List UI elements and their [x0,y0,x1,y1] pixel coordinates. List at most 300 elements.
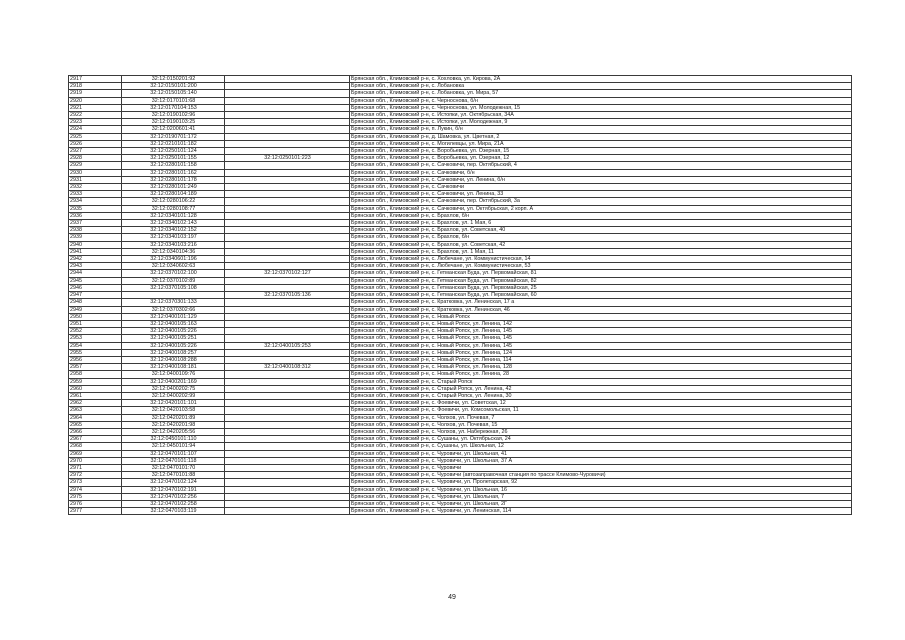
table-row [69,155,852,162]
cadastral-number-cell: 32:12:0340104:36 [122,248,225,255]
table-row [69,220,852,227]
address-cell: Брянская обл., Климовский р-н, с. Новый Ропск, ул. Ленина, 145 [350,328,852,335]
table-row [69,198,852,205]
row-number-cell: 2960 [69,385,122,392]
table-row [69,90,852,97]
address-cell: Брянская обл., Климовский р-н, с. Чуровичи [350,464,852,471]
cadastral-number-cell: 32:12:0340102:152 [122,227,225,234]
address-cell: Брянская обл., Климовский р-н, с. Фоевичи, ул. Советская, 12 [350,400,852,407]
address-cell: Брянская обл., Климовский р-н, с. Чолхов, ул. Почевая, 7 [350,414,852,421]
row-number-cell: 2964 [69,414,122,421]
cadastral-number-cell: 32:12:0250101:155 [122,155,225,162]
secondary-cadastral-number-cell [225,335,350,342]
secondary-cadastral-number-cell [225,184,350,191]
cadastral-number-cell: 32:12:0370301:133 [122,299,225,306]
address-cell: Брянская обл., Климовский р-н, с. Черноснова, ул. Молодежная, 15 [350,104,852,111]
cadastral-number-cell: 32:12:0400108:181 [122,364,225,371]
cadastral-number-cell: 32:12:0170101:68 [122,97,225,104]
secondary-cadastral-number-cell [225,457,350,464]
cadastral-number-cell: 32:12:0400201:169 [122,378,225,385]
row-number-cell: 2969 [69,450,122,457]
row-number-cell: 2968 [69,443,122,450]
cadastral-number-cell: 32:12:0150101:200 [122,83,225,90]
table-row [69,241,852,248]
address-cell: Брянская обл., Климовский р-н, с. Брахлов, ул. Советская, 42 [350,241,852,248]
address-cell: Брянская обл., Климовский р-н, с. Чуровичи, ул. Школьная, 16 [350,486,852,493]
row-number-cell: 2948 [69,299,122,306]
cadastral-number-cell: 32:12:0400105:251 [122,335,225,342]
cadastral-number-cell: 32:12:0280101:249 [122,184,225,191]
secondary-cadastral-number-cell [225,443,350,450]
table-row [69,349,852,356]
row-number-cell: 2956 [69,356,122,363]
secondary-cadastral-number-cell [225,472,350,479]
secondary-cadastral-number-cell [225,407,350,414]
row-number-cell: 2951 [69,320,122,327]
table-row [69,306,852,313]
address-cell: Брянская обл., Климовский р-н, с. Сачковичи, ул. Октябрьская, 2 корп. А [350,205,852,212]
table-row [69,126,852,133]
table-row [69,342,852,349]
table-row [69,112,852,119]
row-number-cell: 2927 [69,148,122,155]
table-row [69,97,852,104]
address-cell: Брянская обл., Климовский р-н, с. Сачковичи, пер. Октябрьский, 3а [350,198,852,205]
row-number-cell: 2921 [69,104,122,111]
address-cell: Брянская обл., Климовский р-н, с. Гетманская Буда, ул. Первомайская, 60 [350,292,852,299]
table-row [69,464,852,471]
cadastral-number-cell: 32:12:0470102:191 [122,486,225,493]
secondary-cadastral-number-cell [225,76,350,83]
row-number-cell: 2919 [69,90,122,97]
cadastral-number-cell: 32:12:0470101:70 [122,464,225,471]
cadastral-number-cell: 32:12:0280108:77 [122,205,225,212]
address-cell: Брянская обл., Климовский р-н, с. Чуровичи, ул. Школьная, 7 [350,493,852,500]
secondary-cadastral-number-cell [225,263,350,270]
table-row [69,335,852,342]
table-row [69,450,852,457]
table-row [69,508,852,515]
table-row [69,500,852,507]
row-number-cell: 2944 [69,270,122,277]
row-number-cell: 2923 [69,119,122,126]
secondary-cadastral-number-cell [225,198,350,205]
row-number-cell: 2928 [69,155,122,162]
address-cell: Брянская обл., Климовский р-н, с. Новый Ропск, ул. Ленина, 145 [350,342,852,349]
address-cell: Брянская обл., Климовский р-н, с. Любечане, ул. Коммунистическая, 14 [350,256,852,263]
address-cell: Брянская обл., Климовский р-н, с. Истопки, ул. Октябрьская, 34А [350,112,852,119]
secondary-cadastral-number-cell: 32:12:0370102:127 [225,270,350,277]
address-cell: Брянская обл., Климовский р-н, с. Воробьевка, ул. Озерная, 12 [350,155,852,162]
secondary-cadastral-number-cell [225,436,350,443]
address-cell: Брянская обл., Климовский р-н, с. Новый Ропск, ул. Ленина, 128 [350,364,852,371]
table-row [69,133,852,140]
address-cell: Брянская обл., Климовский р-н, с. Сачковичи, пер. Октябрьский, 4 [350,162,852,169]
cadastral-number-cell: 32:12:0340101:128 [122,212,225,219]
cadastral-number-cell: 32:12:0470102:256 [122,493,225,500]
row-number-cell: 2976 [69,500,122,507]
address-cell: Брянская обл., Климовский р-н, с. Сачковичи, ул. Ленина, 33 [350,191,852,198]
row-number-cell: 2926 [69,140,122,147]
cadastral-number-cell: 32:12:0250101:124 [122,148,225,155]
table-row [69,227,852,234]
secondary-cadastral-number-cell [225,162,350,169]
table-row [69,212,852,219]
secondary-cadastral-number-cell [225,140,350,147]
cadastral-number-cell: 32:12:0470102:258 [122,500,225,507]
secondary-cadastral-number-cell [225,148,350,155]
address-cell: Брянская обл., Климовский р-н, с. Новый Ропск, ул. Ленина, 124 [350,349,852,356]
cadastral-number-cell: 32:12:0420201:89 [122,414,225,421]
address-cell: Брянская обл., Климовский р-н, с. Новый Ропск, ул. Ленина, 28 [350,371,852,378]
address-cell: Брянская обл., Климовский р-н, с. Брахлов, ул. Советская, 40 [350,227,852,234]
cadastral-number-cell: 32:12:0400108:288 [122,356,225,363]
cadastral-number-cell: 32:12:0200601:41 [122,126,225,133]
cadastral-number-cell: 32:12:0280106:22 [122,198,225,205]
secondary-cadastral-number-cell [225,392,350,399]
row-number-cell: 2949 [69,306,122,313]
cadastral-number-cell: 32:12:0340602:63 [122,263,225,270]
row-number-cell: 2962 [69,400,122,407]
row-number-cell: 2936 [69,212,122,219]
cadastral-number-cell: 32:12:0370102:89 [122,277,225,284]
cadastral-number-cell: 32:12:0400105:226 [122,342,225,349]
table-row [69,184,852,191]
row-number-cell: 2935 [69,205,122,212]
table-row [69,313,852,320]
secondary-cadastral-number-cell [225,112,350,119]
table-row [69,493,852,500]
secondary-cadastral-number-cell [225,277,350,284]
cadastral-number-cell: 32:12:0150201:92 [122,76,225,83]
address-cell: Брянская обл., Климовский р-н, с. Чолхов, ул. Почевая, 15 [350,421,852,428]
cadastral-number-cell: 32:12:0470101:88 [122,472,225,479]
table-row [69,169,852,176]
secondary-cadastral-number-cell [225,119,350,126]
secondary-cadastral-number-cell [225,493,350,500]
row-number-cell: 2937 [69,220,122,227]
row-number-cell: 2918 [69,83,122,90]
secondary-cadastral-number-cell [225,97,350,104]
secondary-cadastral-number-cell: 32:12:0250101:223 [225,155,350,162]
secondary-cadastral-number-cell [225,500,350,507]
address-cell: Брянская обл., Климовский р-н, с. Кратковка, ул. Ленинская, 46 [350,306,852,313]
table-row [69,364,852,371]
secondary-cadastral-number-cell [225,191,350,198]
address-cell: Брянская обл., Климовский р-н, с. Чуровичи, ул. Школьная, 41 [350,450,852,457]
secondary-cadastral-number-cell [225,508,350,515]
address-cell: Брянская обл., Климовский р-н, с. Старый Ропск [350,378,852,385]
address-cell: Брянская обл., Климовский р-н, с. Гетманская Буда, ул. Первомайская, 25 [350,284,852,291]
cadastral-number-cell: 32:12:0450101:110 [122,436,225,443]
row-number-cell: 2934 [69,198,122,205]
row-number-cell: 2970 [69,457,122,464]
row-number-cell: 2954 [69,342,122,349]
cadastral-number-cell: 32:12:0420205:56 [122,428,225,435]
cadastral-number-cell: 32:12:0470103:119 [122,508,225,515]
table-row [69,104,852,111]
cadastral-number-cell: 32:12:0340103:216 [122,241,225,248]
table-row [69,400,852,407]
address-cell: Брянская обл., Климовский р-н, с. Хохловка, ул. Кирова, 2А [350,76,852,83]
row-number-cell: 2957 [69,364,122,371]
secondary-cadastral-number-cell [225,104,350,111]
secondary-cadastral-number-cell [225,83,350,90]
cadastral-number-cell: 32:12:0280104:189 [122,191,225,198]
cadastral-number-cell: 32:12:0280101:178 [122,176,225,183]
cadastral-number-cell: 32:12:0190103:25 [122,119,225,126]
secondary-cadastral-number-cell [225,421,350,428]
address-cell: Брянская обл., Климовский р-н, с. Гетманская Буда, ул. Первомайская, 81 [350,270,852,277]
table-row [69,428,852,435]
row-number-cell: 2932 [69,184,122,191]
table-row [69,234,852,241]
row-number-cell: 2971 [69,464,122,471]
table-row [69,421,852,428]
row-number-cell: 2974 [69,486,122,493]
row-number-cell: 2939 [69,234,122,241]
row-number-cell: 2942 [69,256,122,263]
table-row [69,479,852,486]
row-number-cell: 2924 [69,126,122,133]
row-number-cell: 2922 [69,112,122,119]
cadastral-number-cell: 32:12:0340103:197 [122,234,225,241]
secondary-cadastral-number-cell [225,464,350,471]
cadastral-number-cell: 32:12:0470101:118 [122,457,225,464]
row-number-cell: 2941 [69,248,122,255]
row-number-cell: 2973 [69,479,122,486]
table-row [69,385,852,392]
secondary-cadastral-number-cell [225,349,350,356]
row-number-cell: 2958 [69,371,122,378]
address-cell: Брянская обл., Климовский р-н, с. Чуровичи, ул. Ленинская, 114 [350,508,852,515]
cadastral-number-cell: 32:12:0400202:75 [122,385,225,392]
table-row [69,328,852,335]
address-cell: Брянская обл., Климовский р-н, с. Новый Ропск, ул. Ленина, 114 [350,356,852,363]
secondary-cadastral-number-cell [225,227,350,234]
row-number-cell: 2933 [69,191,122,198]
secondary-cadastral-number-cell [225,450,350,457]
cadastral-number-cell: 32:12:0280101:162 [122,169,225,176]
cadastral-number-cell: 32:12:0340102:143 [122,220,225,227]
address-cell: Брянская обл., Климовский р-н, с. Лобановка, ул. Мира, 57 [350,90,852,97]
address-cell: Брянская обл., Климовский р-н, с. Чуровичи, ул. Школьная, 37 А [350,457,852,464]
row-number-cell: 2930 [69,169,122,176]
cadastral-number-cell: 32:12:0420103:58 [122,407,225,414]
cadastral-number-cell: 32:12:0420101:101 [122,400,225,407]
cadastral-number-cell: 32:12:0400101:129 [122,313,225,320]
table-row [69,263,852,270]
secondary-cadastral-number-cell [225,220,350,227]
row-number-cell: 2972 [69,472,122,479]
address-cell: Брянская обл., Климовский р-н, с. Новый Ропск, ул. Ленина, 142 [350,320,852,327]
row-number-cell: 2977 [69,508,122,515]
table-row [69,414,852,421]
row-number-cell: 2943 [69,263,122,270]
cadastral-number-cell: 32:12:0150105:140 [122,90,225,97]
secondary-cadastral-number-cell [225,205,350,212]
cadastral-number-cell: 32:12:0450101:94 [122,443,225,450]
cadastral-number-cell: 32:12:0370102:100 [122,270,225,277]
cadastral-number-cell: 32:12:0190701:172 [122,133,225,140]
secondary-cadastral-number-cell: 32:12:0370105:136 [225,292,350,299]
row-number-cell: 2925 [69,133,122,140]
address-cell: Брянская обл., Климовский р-н, с. Сушаны, ул. Школьная, 12 [350,443,852,450]
address-cell: Брянская обл., Климовский р-н, с. Кратковка, ул. Ленинская, 17 а [350,299,852,306]
table-row [69,443,852,450]
table-row [69,277,852,284]
address-cell: Брянская обл., Климовский р-н, с. Истопки, ул. Молодежная, 9 [350,119,852,126]
table-row [69,284,852,291]
secondary-cadastral-number-cell [225,486,350,493]
table-row [69,299,852,306]
property-register-table [68,75,852,515]
address-cell: Брянская обл., Климовский р-н, с. Новый Ропск, ул. Ленина, 145 [350,335,852,342]
address-cell: Брянская обл., Климовский р-н, с. Сачковичи, ул. Ленина, б/н [350,176,852,183]
secondary-cadastral-number-cell [225,313,350,320]
table-row [69,176,852,183]
table-row [69,356,852,363]
cadastral-number-cell: 32:12:0340601:196 [122,256,225,263]
secondary-cadastral-number-cell [225,414,350,421]
cadastral-number-cell: 32:12:0470101:107 [122,450,225,457]
secondary-cadastral-number-cell [225,169,350,176]
address-cell: Брянская обл., Климовский р-н, д. Шамовка, ул. Цветная, 2 [350,133,852,140]
table-row [69,270,852,277]
register-table-body [69,76,852,515]
row-number-cell: 2975 [69,493,122,500]
table-row [69,191,852,198]
table-row [69,140,852,147]
table-row [69,436,852,443]
cadastral-number-cell: 32:12:0370302:66 [122,306,225,313]
address-cell: Брянская обл., Климовский р-н, с. Брахлов, б/н [350,234,852,241]
secondary-cadastral-number-cell [225,126,350,133]
table-row [69,486,852,493]
secondary-cadastral-number-cell: 32:12:0400108:312 [225,364,350,371]
address-cell: Брянская обл., Климовский р-н, с. Чуровичи, ул. Школьная, 2Г [350,500,852,507]
cadastral-number-cell: 32:12:0170104:153 [122,104,225,111]
row-number-cell: 2920 [69,97,122,104]
table-row [69,162,852,169]
address-cell: Брянская обл., Климовский р-н, с. Сачковичи, б/н [350,169,852,176]
table-row [69,119,852,126]
table-row [69,407,852,414]
cadastral-number-cell: 32:12:0400109:76 [122,371,225,378]
cadastral-number-cell: 32:12:0190102:96 [122,112,225,119]
cadastral-number-cell: 32:12:0400108:257 [122,349,225,356]
secondary-cadastral-number-cell [225,356,350,363]
address-cell: Брянская обл., Климовский р-н, с. Брахлов, б/н [350,212,852,219]
secondary-cadastral-number-cell [225,90,350,97]
secondary-cadastral-number-cell [225,385,350,392]
table-row [69,457,852,464]
row-number-cell: 2938 [69,227,122,234]
row-number-cell: 2959 [69,378,122,385]
table-row [69,378,852,385]
cadastral-number-cell: 32:12:0210101:182 [122,140,225,147]
row-number-cell: 2952 [69,328,122,335]
secondary-cadastral-number-cell [225,284,350,291]
secondary-cadastral-number-cell [225,428,350,435]
row-number-cell: 2961 [69,392,122,399]
table-row [69,248,852,255]
cadastral-number-cell: 32:12:0400105:226 [122,328,225,335]
cadastral-number-cell: 32:12:0280101:158 [122,162,225,169]
address-cell: Брянская обл., Климовский р-н, с. Чуровичи (автозаправочная станция по трассе Климово-Чуровичи) [350,472,852,479]
secondary-cadastral-number-cell [225,133,350,140]
table-row [69,371,852,378]
row-number-cell: 2931 [69,176,122,183]
row-number-cell: 2946 [69,284,122,291]
row-number-cell: 2965 [69,421,122,428]
address-cell: Брянская обл., Климовский р-н, с. Черноснова, б/н [350,97,852,104]
table-row [69,472,852,479]
address-cell: Брянская обл., Климовский р-н, п. Лукин, б/н [350,126,852,133]
secondary-cadastral-number-cell [225,256,350,263]
address-cell: Брянская обл., Климовский р-н, с. Могилевцы, ул. Мира, 21А [350,140,852,147]
table-row [69,148,852,155]
table-row [69,292,852,299]
cadastral-number-cell [122,292,225,299]
address-cell: Брянская обл., Климовский р-н, с. Лобановка [350,83,852,90]
secondary-cadastral-number-cell [225,176,350,183]
cadastral-number-cell: 32:12:0470102:124 [122,479,225,486]
secondary-cadastral-number-cell [225,378,350,385]
table-row [69,83,852,90]
cadastral-number-cell: 32:12:0370105:108 [122,284,225,291]
secondary-cadastral-number-cell [225,212,350,219]
table-row [69,76,852,83]
secondary-cadastral-number-cell [225,234,350,241]
row-number-cell: 2953 [69,335,122,342]
row-number-cell: 2967 [69,436,122,443]
table-row [69,320,852,327]
table-row [69,392,852,399]
secondary-cadastral-number-cell [225,328,350,335]
address-cell: Брянская обл., Климовский р-н, с. Старый Ропск, ул. Ленина, 30 [350,392,852,399]
address-cell: Брянская обл., Климовский р-н, с. Сачковичи [350,184,852,191]
cadastral-number-cell: 32:12:0420201:98 [122,421,225,428]
row-number-cell: 2963 [69,407,122,414]
address-cell: Брянская обл., Климовский р-н, с. Воробьевка, ул. Озерная, 15 [350,148,852,155]
secondary-cadastral-number-cell [225,479,350,486]
row-number-cell: 2955 [69,349,122,356]
page-number: 49 [448,594,456,601]
secondary-cadastral-number-cell [225,320,350,327]
cadastral-number-cell: 32:12:0400105:163 [122,320,225,327]
address-cell: Брянская обл., Климовский р-н, с. Брахлов, ул. 1 Мая, 11 [350,248,852,255]
secondary-cadastral-number-cell [225,371,350,378]
secondary-cadastral-number-cell [225,306,350,313]
row-number-cell: 2940 [69,241,122,248]
address-cell: Брянская обл., Климовский р-н, с. Гетманская Буда, ул. Первомайская, 82 [350,277,852,284]
row-number-cell: 2917 [69,76,122,83]
secondary-cadastral-number-cell [225,299,350,306]
row-number-cell: 2966 [69,428,122,435]
table-row [69,205,852,212]
row-number-cell: 2929 [69,162,122,169]
address-cell: Брянская обл., Климовский р-н, с. Фоевичи, ул. Комсомольская, 11 [350,407,852,414]
address-cell: Брянская обл., Климовский р-н, с. Чуровичи, ул. Пролетарская, 92 [350,479,852,486]
address-cell: Брянская обл., Климовский р-н, с. Брахлов, ул. 1 Мая, 6 [350,220,852,227]
secondary-cadastral-number-cell [225,248,350,255]
cadastral-number-cell: 32:12:0400202:99 [122,392,225,399]
row-number-cell: 2950 [69,313,122,320]
table-row [69,256,852,263]
row-number-cell: 2947 [69,292,122,299]
secondary-cadastral-number-cell [225,241,350,248]
